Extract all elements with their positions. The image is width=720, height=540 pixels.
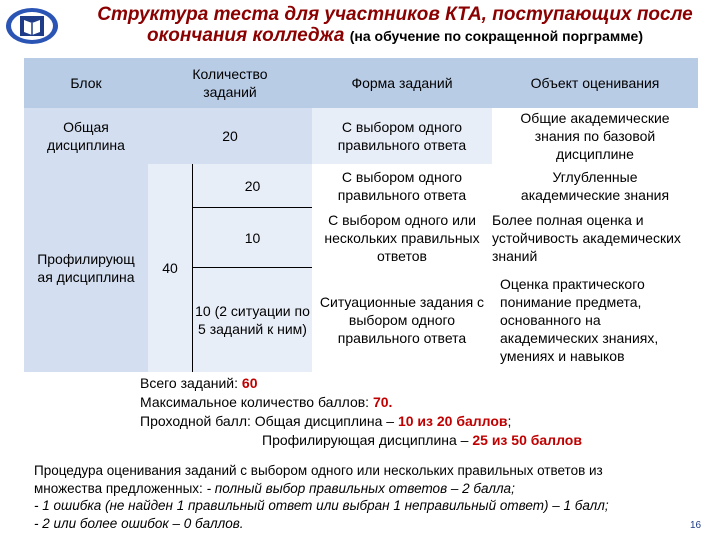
- summary-pass-profile: 25 из 50 баллов: [472, 432, 582, 448]
- summary-max-value: 70.: [372, 394, 393, 410]
- profile-row1-count-cell: [192, 164, 312, 208]
- profile-block-cell: [24, 164, 148, 372]
- summary-total-value: 60: [241, 375, 258, 391]
- summary-profile: [140, 431, 582, 450]
- title-note: (на обучение по сокращенной порграмме): [349, 28, 644, 44]
- profile-row2-form-cell: [312, 208, 492, 268]
- profile-row3-object-cell: [492, 268, 698, 372]
- summary-pass-general-end: ;: [507, 413, 512, 429]
- page-number: 16: [690, 520, 702, 531]
- general-count-value: 20: [222, 128, 238, 144]
- procedure-line-4-text: - 2 или более ошибок – 0 баллов.: [34, 515, 244, 531]
- header-count-label: Количество заданий: [192, 66, 268, 100]
- summary-pass-general: 10 из 20 баллов: [397, 413, 508, 429]
- procedure-line-2-italic: - полный выбор правильных ответов – 2 балла;: [206, 480, 515, 496]
- summary-max-label: Максимальное количество баллов:: [140, 394, 370, 410]
- summary-pass-label: Проходной балл: Общая дисциплина –: [140, 413, 395, 429]
- procedure-text: [34, 462, 684, 532]
- procedure-line-2: [34, 480, 684, 498]
- title-line-2: [70, 25, 720, 47]
- profile-block-label: Профилирующ ая дисциплина: [37, 251, 135, 285]
- profile-row3-object: Оценка практического понимание предмета, основанного на академических знаниях, умениях и навыков: [500, 276, 659, 364]
- procedure-line-2-main: множества предложенных:: [34, 480, 203, 496]
- profile-row3-count: 10 (2 ситуации по 5 заданий к ним): [195, 303, 310, 337]
- profile-row3-form: Ситуационные задания с выбором одного правильного ответа: [319, 294, 485, 346]
- general-block-cell: [24, 108, 148, 164]
- procedure-line-3-text: - 1 ошибка (не найден 1 правильный ответ или выбран 1 неправильный ответ) – 1 балл;: [34, 498, 609, 513]
- profile-row2-form: С выбором одного или нескольких правильных ответов: [324, 212, 480, 264]
- general-block-label: Общая дисциплина: [47, 119, 125, 153]
- header-object-cell: [492, 58, 698, 108]
- general-object-cell: [492, 108, 698, 164]
- general-count-cell: [148, 108, 312, 164]
- summary-block: [140, 374, 582, 450]
- summary-total: [140, 374, 582, 393]
- general-form-cell: [312, 108, 492, 164]
- profile-row2-object-cell: [492, 208, 698, 268]
- college-logo-icon: [4, 4, 60, 48]
- profile-row3-form-cell: [312, 268, 492, 372]
- header-block-label: Блок: [70, 75, 102, 91]
- header-form-cell: [312, 58, 492, 108]
- summary-total-label: Всего заданий:: [140, 375, 239, 391]
- title-line-2-main: окончания колледжа: [146, 25, 345, 46]
- page-title: [70, 4, 720, 47]
- summary-profile-label: Профилирующая дисциплина –: [262, 432, 469, 448]
- title-line-1: Структура теста для участников КТА, поступающих после: [97, 4, 693, 25]
- procedure-line-3: [34, 497, 684, 515]
- header-form-label: Форма заданий: [351, 75, 453, 91]
- profile-row2-object: Более полная оценка и устойчивость академических знаний: [492, 212, 681, 264]
- profile-row2-count-cell: [192, 208, 312, 268]
- profile-row2-count: 10: [244, 229, 261, 246]
- procedure-line-4: [34, 515, 684, 533]
- profile-row3-count-cell: [192, 268, 312, 372]
- profile-row1-object: Углубленные академические знания: [520, 169, 670, 203]
- summary-pass: [140, 412, 582, 431]
- header-count-cell: [148, 58, 312, 108]
- general-form-text: С выбором одного правильного ответа: [337, 119, 467, 153]
- procedure-line-1: Процедура оценивания заданий с выбором одного или нескольких правильных ответов из: [34, 463, 603, 478]
- profile-row1-count: 20: [244, 177, 261, 194]
- profile-total-value: 40: [162, 260, 178, 276]
- header-block-cell: [24, 58, 148, 108]
- profile-total-cell: [148, 164, 192, 372]
- profile-row1-form-cell: [312, 164, 492, 208]
- profile-row1-form: С выбором одного правильного ответа: [337, 169, 467, 203]
- header-object-label: Объект оценивания: [530, 75, 660, 91]
- profile-row1-object-cell: [492, 164, 698, 208]
- summary-max: [140, 393, 582, 412]
- general-object-text: Общие академические знания по базовой дисциплине: [520, 110, 670, 162]
